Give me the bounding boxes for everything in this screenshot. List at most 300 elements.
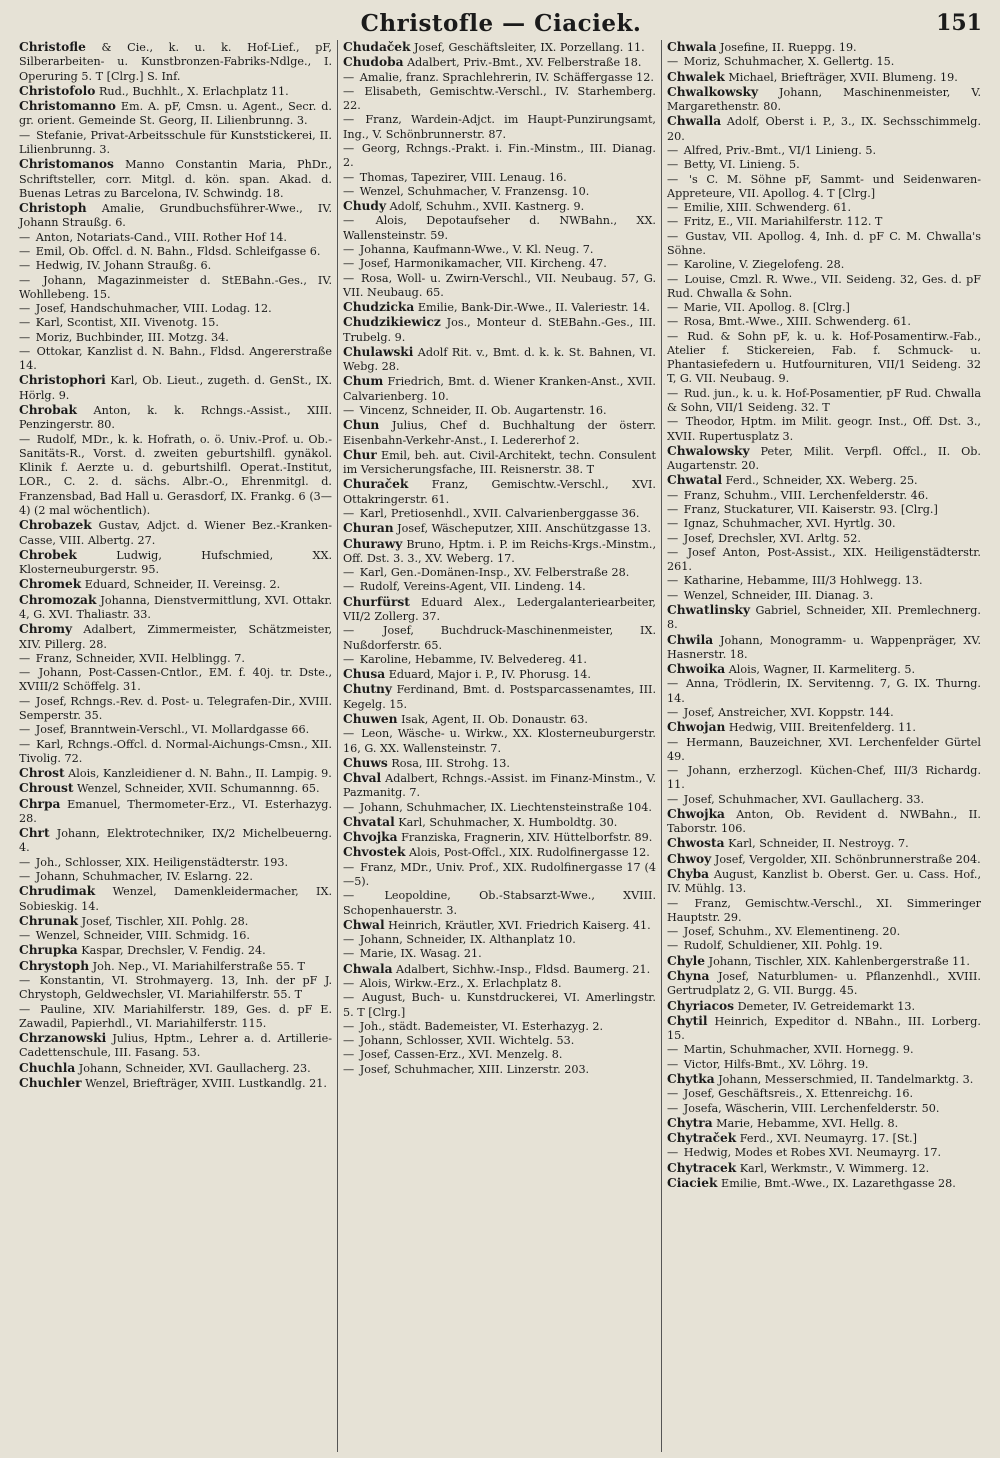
directory-entry <box>343 315 656 345</box>
entry-details: Johann, Schlosser, XVII. Wichtelg. 53. <box>359 1034 575 1048</box>
entry-details: Anton, k. k. Rchngs.-Assist., XIII. Penzingerstr. 80. <box>19 404 333 432</box>
entry-details: Josef, Wäscheputzer, XIII. Anschützgasse 13. <box>397 522 651 536</box>
entry-details: Hermann, Bauzeichner, XVI. Lerchenfelder Gürtel 49. <box>667 735 981 763</box>
directory-entry <box>667 1102 981 1116</box>
entry-details: Johann, Schuhmacher, IV. Eslarng. 22. <box>35 870 253 884</box>
entry-continuation-dash: — <box>19 1002 31 1016</box>
entry-details: Stefanie, Privat-Arbeitsschule für Kunststickerei, II. Lilienbrunng. 3. <box>19 128 332 156</box>
entry-details: Anton, Ob. Revident d. NWBahn., II. Taborstr. 106. <box>667 807 981 836</box>
entry-continuation-dash: — <box>667 229 679 243</box>
entry-details: Josef, Buchdruck-Maschinenmeister, IX. Nußdorferstr. 65. <box>343 624 656 652</box>
entry-details: Johann, Post-Cassen-Cntlor., EM. f. 40j. tr. Dste., XVIII/2 Schöffelg. 31. <box>19 666 332 694</box>
entry-surname: Churfürst <box>343 594 410 609</box>
entry-details: Hedwig, IV. Johann Straußg. 6. <box>35 259 212 273</box>
entry-surname: Chrt <box>19 826 50 841</box>
entry-continuation-dash: — <box>19 737 31 751</box>
directory-entry <box>19 826 332 856</box>
entry-continuation-dash: — <box>19 432 31 446</box>
entry-surname: Chromy <box>19 622 73 637</box>
entry-details: Amalie, franz. Sprachlehrerin, IV. Schäffergasse 12. <box>359 70 654 84</box>
entry-details: Marie, VII. Apollog. 8. [Clrg.] <box>683 301 850 315</box>
entry-details: Johann, Magazinmeister d. StEBahn.-Ges., IV. Wohllebeng. 15. <box>19 273 332 301</box>
directory-entry <box>19 856 332 870</box>
entry-details: Franz, Gemischtw.-Verschl., XVI. Ottakringerstr. 61. <box>343 478 656 506</box>
directory-entry <box>19 99 332 129</box>
directory-entry <box>19 929 332 943</box>
entry-surname: Chudoba <box>343 55 404 70</box>
entry-details: Georg, Rchngs.-Prakt. i. Fin.-Minstm., III. Dianag. 2. <box>343 141 656 170</box>
directory-entry <box>19 914 332 929</box>
directory-entry <box>19 157 332 201</box>
entry-details: Johanna, Kaufmann-Wwe., V. Kl. Neug. 7. <box>359 242 594 256</box>
directory-entry <box>19 723 332 737</box>
entry-details: Alois, Depotaufseher d. NWBahn., XX. Wallensteinstr. 59. <box>343 214 656 242</box>
entry-surname: Christophori <box>19 373 106 388</box>
entry-continuation-dash: — <box>667 939 679 953</box>
entry-continuation-dash: — <box>19 273 31 287</box>
entry-details: Joh., städt. Bademeister, VI. Esterhazyg. 2. <box>359 1019 604 1033</box>
entry-continuation-dash: — <box>667 735 679 749</box>
directory-entry <box>343 845 656 860</box>
entry-surname: Chwojka <box>667 806 725 821</box>
directory-entry <box>667 387 981 416</box>
entry-details: Friedrich, Bmt. d. Wiener Kranken-Anst., XVII. Calvarienberg. 10. <box>343 375 656 403</box>
directory-entry <box>19 666 332 695</box>
directory-entry <box>19 201 332 231</box>
entry-surname: Christofolo <box>19 83 96 98</box>
entry-details: Karoline, Hebamme, IV. Belvedereg. 41. <box>359 652 587 666</box>
directory-entry <box>343 243 656 257</box>
directory-entry <box>667 273 981 302</box>
entry-surname: Chutny <box>343 682 392 697</box>
directory-entry <box>667 720 981 735</box>
directory-entry <box>343 566 656 580</box>
directory-entry <box>667 633 981 663</box>
entry-continuation-dash: — <box>667 158 679 172</box>
entry-surname: Chvojka <box>343 830 398 845</box>
directory-entry <box>667 173 981 202</box>
directory-entry <box>343 185 656 199</box>
entry-surname: Chwatlinsky <box>667 602 751 617</box>
directory-entry <box>343 991 656 1020</box>
entry-details: Demeter, IV. Getreidemarkt 13. <box>737 999 916 1013</box>
entry-details: Konstantin, VI. Strohmayerg. 13, Inh. der pF J. Chrystoph, Geldwechsler, VI. Mariahilferstr. 55. T <box>19 974 333 1002</box>
entry-surname: Chyna <box>667 969 710 983</box>
entry-details: Franz, Wardein-Adjct. im Haupt-Punzirungsamt, Ing., V. Schönbrunnerstr. 87. <box>343 113 656 141</box>
directory-entry <box>343 947 656 961</box>
directory-entry <box>667 1116 981 1131</box>
directory-entry <box>19 1061 332 1076</box>
entry-continuation-dash: — <box>19 344 31 358</box>
entry-details: Hedwig, VIII. Breitenfelderg. 11. <box>728 721 916 735</box>
page-header <box>14 6 988 40</box>
entry-details: Moriz, Buchbinder, III. Motzg. 34. <box>35 330 229 344</box>
entry-details: Ignaz, Schuhmacher, XVI. Hyrtlg. 30. <box>683 517 896 531</box>
entry-continuation-dash: — <box>343 242 355 256</box>
entry-continuation-dash: — <box>343 84 355 98</box>
directory-entry <box>343 801 656 815</box>
directory-entry <box>667 315 981 329</box>
entry-details: Gustav, VII. Apollog. 4, Inh. d. pF C. M. Chwalla's Söhne. <box>667 229 982 257</box>
directory-entry <box>19 259 332 273</box>
directory-entry <box>343 85 656 114</box>
entry-details: Joh., Schlosser, XIX. Heiligenstädterstr. 193. <box>35 855 289 869</box>
entry-details: Franz, Schneider, XVII. Helblingg. 7. <box>35 651 245 665</box>
directory-entry <box>667 589 981 603</box>
directory-entry <box>343 830 656 845</box>
directory-entry <box>343 272 656 301</box>
entry-details: Bruno, Hptm. i. P. im Reichs-Krgs.-Minstm., Off. Dst. 3. 3., XV. Weberg. 17. <box>343 537 656 565</box>
entry-details: Adalbert, Rchngs.-Assist. im Finanz-Minstm., V. Pazmanitg. 7. <box>343 772 656 800</box>
entry-details: Isak, Agent, II. Ob. Donaustr. 63. <box>401 712 588 726</box>
entry-continuation-dash: — <box>343 257 355 271</box>
directory-entry <box>343 712 656 727</box>
entry-continuation-dash: — <box>343 800 355 814</box>
entry-details: Johanna, Dienstvermittlung, XVI. Ottakr. 4, G. XVI. Thaliastr. 33. <box>19 593 332 621</box>
entry-continuation-dash: — <box>667 1146 679 1160</box>
entry-details: Rosa, Woll- u. Zwirn-Verschl., VII. Neubaug. 57, G. VII. Neubaug. 65. <box>343 271 656 299</box>
entry-surname: Chwalek <box>667 69 725 84</box>
entry-surname: Chwoika <box>667 662 726 677</box>
page-title: Christofle — Ciaciek. <box>360 10 642 37</box>
entry-details: Em. A. pF, Cmsn. u. Agent., Secr. d. gr. orient. Gemeinde St. Georg, II. Lilienbrunng. 3. <box>19 100 332 128</box>
directory-entry <box>19 518 332 548</box>
directory-entry <box>343 300 656 315</box>
entry-continuation-dash: — <box>19 244 31 258</box>
directory-entry <box>19 302 332 316</box>
entry-continuation-dash: — <box>19 230 31 244</box>
entry-details: Franz, Stuckaturer, VII. Kaiserstr. 93. [Clrg.] <box>683 503 938 516</box>
entry-continuation-dash: — <box>667 1057 679 1071</box>
entry-details: Franz, MDr., Univ. Prof., XIX. Rudolfinergasse 17 (4—5). <box>343 860 656 889</box>
entry-continuation-dash: — <box>19 128 31 142</box>
entry-details: Adolf Rit. v., Bmt. d. k. k. St. Bahnen, VI. Webg. 28. <box>343 345 656 374</box>
directory-entry <box>343 756 656 771</box>
entry-details: Rosa, Bmt.-Wwe., XIII. Schwenderg. 61. <box>683 315 911 329</box>
entry-details: Alfred, Priv.-Bmt., VI/1 Linieng. 5. <box>683 143 877 157</box>
directory-entry <box>19 548 332 578</box>
entry-details: Johann, erzherzogl. Küchen-Chef, III/3 Richardg. 11. <box>667 764 981 792</box>
entry-details: Karoline, V. Ziegelofeng. 28. <box>683 258 845 272</box>
directory-entry <box>19 345 332 374</box>
directory-entry <box>667 415 981 444</box>
entry-details: Franziska, Fragnerin, XIV. Hüttelborfstr. 89. <box>401 831 653 845</box>
entry-details: Leon, Wäsche- u. Wirkw., XX. Klosterneuburgerstr. 16, G. XX. Wallensteinstr. 7. <box>343 727 656 755</box>
directory-entry <box>667 330 981 387</box>
entry-details: Elisabeth, Gemischtw.-Verschl., IV. Starhemberg. 22. <box>343 84 656 113</box>
directory-entry <box>667 532 981 546</box>
directory-entry <box>667 706 981 720</box>
entry-continuation-dash: — <box>19 723 31 737</box>
entry-continuation-dash: — <box>343 184 355 198</box>
entry-details: Emil, beh. aut. Civil-Architekt, techn. Consulent im Versicherungsfache, III. Reisnerstr. 38. T <box>343 448 656 477</box>
entry-surname: Churawy <box>343 536 403 551</box>
directory-entry <box>343 55 656 70</box>
entry-continuation-dash: — <box>667 301 679 315</box>
entry-details: Josef, Rchngs.-Rev. d. Post- u. Telegrafen-Dir., XVIII. Semperstr. 35. <box>19 694 332 722</box>
directory-entry <box>343 1034 656 1048</box>
directory-entry <box>667 1087 981 1101</box>
entry-surname: Chulawski <box>343 344 414 359</box>
entry-details: Rudolf, MDr., k. k. Hofrath, o. ö. Univ.-Prof. u. Ob.-Sanitäts-R., Vorst. d. zweiten geburtshilfl. gynäkol. Klinik f. Aerzte u. d. geburtshilfl. Operat.-Institut, LOR., C. 2. d. sächs. Albr.-O., Ehrenmitgl. d. Franzensbad, Bad Hall u. Gerasdorf, IX. Frankg. 6 (3—4) (2 mal wöchentlich). <box>19 432 332 517</box>
directory-entry <box>667 503 981 517</box>
entry-surname: Chuchla <box>19 1060 76 1075</box>
entry-details: Julius, Chef d. Buchhaltung der österr. Eisenbahn-Verkehr-Anst., I. Ledererhof 2. <box>343 419 656 447</box>
entry-details: Johann, Tischler, XIX. Kahlenbergerstraße 11. <box>708 954 970 968</box>
entry-details: & Cie., k. u. k. Hof-Lief., pF, Silberarbeiten- u. Kunstbronzen-Fabriks-Ndlge., I. Operuring 5. T [Clrg.] S. Inf. <box>19 41 332 83</box>
entry-details: Ferd., XVI. Neumayrg. 17. [St.] <box>739 1132 917 1146</box>
directory-entry <box>343 257 656 271</box>
entry-continuation-dash: — <box>667 531 679 545</box>
directory-entry <box>667 517 981 531</box>
entry-details: Joh. Nep., VI. Mariahilferstraße 55. T <box>92 959 305 973</box>
column-3 <box>662 40 986 1452</box>
entry-details: Kaspar, Drechsler, V. Fendig. 24. <box>81 944 266 958</box>
directory-entry <box>343 374 656 404</box>
entry-details: Johann, Messerschmied, II. Tandelmarktg. 3. <box>718 1072 974 1086</box>
entry-details: Amalie, Grundbuchsführer-Wwe., IV. Johann Straußg. 6. <box>19 202 332 230</box>
entry-details: Rud. jun., k. u. k. Hof-Posamentier, pF Rud. Chwalla & Sohn, VII/1 Seideng. 32. T <box>667 386 981 415</box>
entry-details: Wenzel, Damenkleidermacher, IX. Sobieskig. 14. <box>19 885 333 913</box>
entry-details: Johann, Schneider, XVI. Gaullacherg. 23. <box>78 1061 311 1075</box>
entry-details: Eduard, Major i. P., IV. Phorusg. 14. <box>388 668 591 682</box>
directory-entry <box>19 84 332 99</box>
directory-entry <box>19 781 332 796</box>
entry-surname: Chromozak <box>19 592 97 607</box>
entry-details: Alois, Wirkw.-Erz., X. Erlachplatz 8. <box>359 977 562 990</box>
entry-details: Manno Constantin Maria, PhDr., Schriftsteller, corr. Mitgl. d. kön. span. Akad. d. Buenas Letras zu Barcelona, IV. Schwindg. 18. <box>19 158 332 200</box>
entry-continuation-dash: — <box>343 860 355 874</box>
directory-entry <box>343 477 656 507</box>
directory-entry <box>667 40 981 55</box>
entry-surname: Chur <box>343 447 377 462</box>
directory-entry <box>667 301 981 315</box>
entry-details: Johann, Maschinenmeister, V. Margarethenstr. 80. <box>667 85 982 114</box>
entry-surname: Christoph <box>19 201 87 216</box>
entry-details: Gustav, Adjct. d. Wiener Bez.-Kranken-Casse, VIII. Albertg. 27. <box>19 519 332 547</box>
entry-details: Pauline, XIV. Mariahilferstr. 189, Ges. d. pF E. Zawadil, Papierhdl., VI. Mariahilferstr. 115. <box>19 1002 332 1030</box>
directory-entry <box>667 1072 981 1087</box>
entry-continuation-dash: — <box>19 651 31 665</box>
entry-details: Emil, Ob. Offcl. d. N. Bahn., Fldsd. Schleifgasse 6. <box>35 244 321 258</box>
entry-surname: Christofle <box>19 40 86 54</box>
entry-details: Fritz, E., VII. Mariahilferstr. 112. T <box>683 215 883 229</box>
directory-entry <box>19 373 332 403</box>
entry-details: Victor, Hilfs-Bmt., XV. Löhrg. 19. <box>683 1057 869 1071</box>
directory-entry <box>343 142 656 171</box>
entry-surname: Chroust <box>19 781 74 796</box>
entry-surname: Chyba <box>667 867 710 882</box>
directory-entry <box>343 418 656 448</box>
entry-continuation-dash: — <box>343 889 355 903</box>
directory-entry <box>667 764 981 793</box>
entry-details: Karl, Scontist, XII. Vivenotg. 15. <box>35 316 219 330</box>
entry-continuation-dash: — <box>667 272 679 286</box>
entry-details: Karl, Werkmstr., V. Wimmerg. 12. <box>739 1161 930 1175</box>
directory-entry <box>667 793 981 807</box>
entry-details: Josef, Cassen-Erz., XVI. Menzelg. 8. <box>359 1048 563 1062</box>
entry-continuation-dash: — <box>667 258 679 272</box>
entry-surname: Chwojan <box>667 720 726 735</box>
directory-entry <box>19 40 332 84</box>
directory-entry <box>19 403 332 433</box>
entry-details: Vincenz, Schneider, II. Ob. Augartenstr. 16. <box>359 404 607 418</box>
entry-details: Karl, Schneider, II. Nestroyg. 7. <box>728 837 909 851</box>
entry-continuation-dash: — <box>343 933 355 947</box>
entry-surname: Chrobek <box>19 547 77 562</box>
entry-continuation-dash: — <box>343 624 355 638</box>
entry-continuation-dash: — <box>667 215 679 229</box>
entry-surname: Chwalowsky <box>667 443 750 458</box>
directory-entry <box>343 507 656 521</box>
directory-entry <box>19 231 332 245</box>
entry-continuation-dash: — <box>667 415 679 429</box>
directory-entry <box>667 736 981 765</box>
entry-surname: Chwoy <box>667 851 712 866</box>
directory-entry <box>343 1063 656 1077</box>
entry-surname: Chrost <box>19 766 65 781</box>
entry-continuation-dash: — <box>19 316 31 330</box>
directory-entry <box>19 974 332 1003</box>
directory-entry <box>667 867 981 897</box>
directory-entry <box>19 797 332 827</box>
entry-surname: Chudzicka <box>343 300 415 315</box>
directory-entry <box>667 677 981 706</box>
entry-details: Josef, Tischler, XII. Pohlg. 28. <box>81 914 249 928</box>
entry-details: Josef, Harmonikamacher, VII. Kircheng. 47. <box>359 257 607 271</box>
directory-entry <box>667 215 981 229</box>
entry-details: Wenzel, Schneider, VIII. Schmidg. 16. <box>35 929 250 943</box>
directory-entry <box>667 489 981 503</box>
entry-surname: Christomanos <box>19 157 114 172</box>
entry-continuation-dash: — <box>343 1034 355 1048</box>
entry-details: Peter, Milit. Verpfl. Offcl., II. Ob. Augartenstr. 20. <box>667 444 981 473</box>
directory-entry <box>19 652 332 666</box>
directory-entry <box>343 345 656 375</box>
entry-surname: Ciaciek <box>667 1175 718 1190</box>
entry-details: Wenzel, Briefträger, XVIII. Lustkandlg. 21. <box>85 1076 327 1090</box>
directory-entry <box>343 624 656 653</box>
entry-details: Anna, Trödlerin, IX. Servitenng. 7, G. IX. Thurng. 14. <box>667 677 981 705</box>
entry-continuation-dash: — <box>667 329 679 343</box>
entry-surname: Churaček <box>343 477 409 492</box>
entry-continuation-dash: — <box>667 172 679 186</box>
entry-surname: Chytracek <box>667 1160 737 1175</box>
entry-continuation-dash: — <box>667 588 679 602</box>
directory-entry <box>343 404 656 418</box>
column-2 <box>338 40 662 1452</box>
entry-continuation-dash: — <box>343 507 355 520</box>
entry-details: Karl, Pretiosenhdl., XVII. Calvarienberggasse 36. <box>359 507 640 520</box>
entry-details: Josefa, Wäscherin, VIII. Lerchenfelderstr. 50. <box>683 1101 940 1115</box>
entry-details: Josef, Geschäftsreis., X. Ettenreichg. 16. <box>683 1087 914 1101</box>
entry-details: Johann, Elektrotechniker, IX/2 Michelbeuerng. 4. <box>19 827 332 855</box>
directory-entry <box>667 939 981 953</box>
directory-entry <box>343 682 656 712</box>
directory-entry <box>19 1076 332 1091</box>
directory-entry <box>19 943 332 958</box>
entry-surname: Churan <box>343 521 394 536</box>
entry-details: Eduard, Schneider, II. Vereinsg. 2. <box>84 578 281 592</box>
entry-surname: Chuchler <box>19 1075 82 1090</box>
entry-surname: Chwalkowsky <box>667 84 759 99</box>
directory-entry <box>667 852 981 867</box>
entry-continuation-dash: — <box>667 55 679 69</box>
entry-details: Adalbert, Sichhw.-Insp., Fldsd. Baumerg. 21. <box>396 962 651 976</box>
directory-entry <box>667 1014 981 1044</box>
columns <box>14 40 988 1452</box>
directory-entry <box>19 331 332 345</box>
entry-continuation-dash: — <box>343 113 355 127</box>
entry-surname: Chrpa <box>19 796 61 811</box>
entry-surname: Chudy <box>343 199 387 214</box>
entry-details: Josef, Naturblumen- u. Pflanzenhdl., XVIII. Gertrudplatz 2, G. VII. Burgg. 45. <box>667 970 981 998</box>
directory-entry <box>19 245 332 259</box>
directory-entry <box>343 771 656 801</box>
directory-entry <box>667 546 981 575</box>
entry-details: Michael, Briefträger, XVII. Blumeng. 19. <box>728 70 958 84</box>
entry-details: Emilie, Bmt.-Wwe., IX. Lazarethgasse 28. <box>721 1176 956 1190</box>
entry-details: Ludwig, Hufschmied, XX. Klosterneuburgerstr. 95. <box>19 548 332 577</box>
entry-surname: Chrudimak <box>19 884 96 899</box>
directory-entry <box>343 214 656 243</box>
entry-surname: Chwala <box>667 40 717 54</box>
entry-continuation-dash: — <box>667 517 679 531</box>
entry-details: Rud. & Sohn pF, k. u. k. Hof-Posamentirw.-Fab., Atelier f. Stickereien, Fab. f. Schmuck- u. Phantasiefedern u. Hutfournituren, VII/1 Seideng. 32 T, G. VII. Neubaug. 9. <box>667 329 982 386</box>
entry-details: Ferd., Schneider, XX. Weberg. 25. <box>725 474 918 488</box>
entry-continuation-dash: — <box>667 896 679 910</box>
entry-details: Adolf, Schuhm., XVII. Kastnerg. 9. <box>389 200 585 214</box>
entry-details: Rudolf, Schuldiener, XII. Pohlg. 19. <box>683 939 883 953</box>
entry-continuation-dash: — <box>343 1019 355 1033</box>
directory-entry <box>667 1146 981 1160</box>
directory-entry <box>667 954 981 969</box>
entry-continuation-dash: — <box>667 705 679 719</box>
entry-details: Julius, Hptm., Lehrer a. d. Artillerie-Cadettenschule, III. Fasang. 53. <box>19 1032 332 1060</box>
directory-entry <box>19 884 332 914</box>
entry-continuation-dash: — <box>343 1048 355 1062</box>
page-number: 151 <box>936 10 982 36</box>
entry-details: Thomas, Tapezirer, VIII. Lenaug. 16. <box>359 170 567 184</box>
entry-continuation-dash: — <box>667 315 679 329</box>
entry-surname: Chuwen <box>343 711 398 726</box>
entry-details: Adolf, Oberst i. P., 3., IX. Sechsschimmelg. 20. <box>667 115 981 143</box>
entry-surname: Chval <box>343 771 382 786</box>
entry-details: Karl, Gen.-Domänen-Insp., XV. Felberstraße 28. <box>359 566 630 580</box>
directory-entry <box>667 1043 981 1057</box>
entry-details: Alois, Wagner, II. Karmeliterg. 5. <box>728 663 916 677</box>
directory-entry <box>667 807 981 837</box>
entry-details: Emilie, Bank-Dir.-Wwe., II. Valeriestr. 14. <box>417 301 650 315</box>
directory-entry <box>667 836 981 851</box>
entry-details: Emanuel, Thermometer-Erz., VI. Esterhazyg. 28. <box>19 797 332 825</box>
entry-details: Alois, Post-Offcl., XIX. Rudolfinergasse 12. <box>409 846 650 860</box>
entry-details: Josefine, II. Rueppg. 19. <box>720 41 857 54</box>
entry-continuation-dash: — <box>667 764 679 778</box>
entry-details: Katharine, Hebamme, III/3 Hohlwegg. 13. <box>683 574 923 588</box>
entry-details: Moriz, Schuhmacher, X. Gellertg. 15. <box>683 55 895 69</box>
directory-entry <box>19 129 332 158</box>
entry-continuation-dash: — <box>667 201 679 215</box>
directory-entry <box>667 144 981 158</box>
entry-continuation-dash: — <box>343 947 355 961</box>
entry-surname: Chvostek <box>343 845 406 860</box>
directory-entry <box>343 580 656 594</box>
entry-details: Josef, Vergolder, XII. Schönbrunnerstraße 204. <box>714 852 981 866</box>
entry-surname: Chwalla <box>667 114 722 129</box>
entry-details: Karl, Rchngs.-Offcl. d. Normal-Aichungs-Cmsn., XII. Tivolig. 72. <box>19 737 332 765</box>
entry-surname: Chusa <box>343 667 386 682</box>
